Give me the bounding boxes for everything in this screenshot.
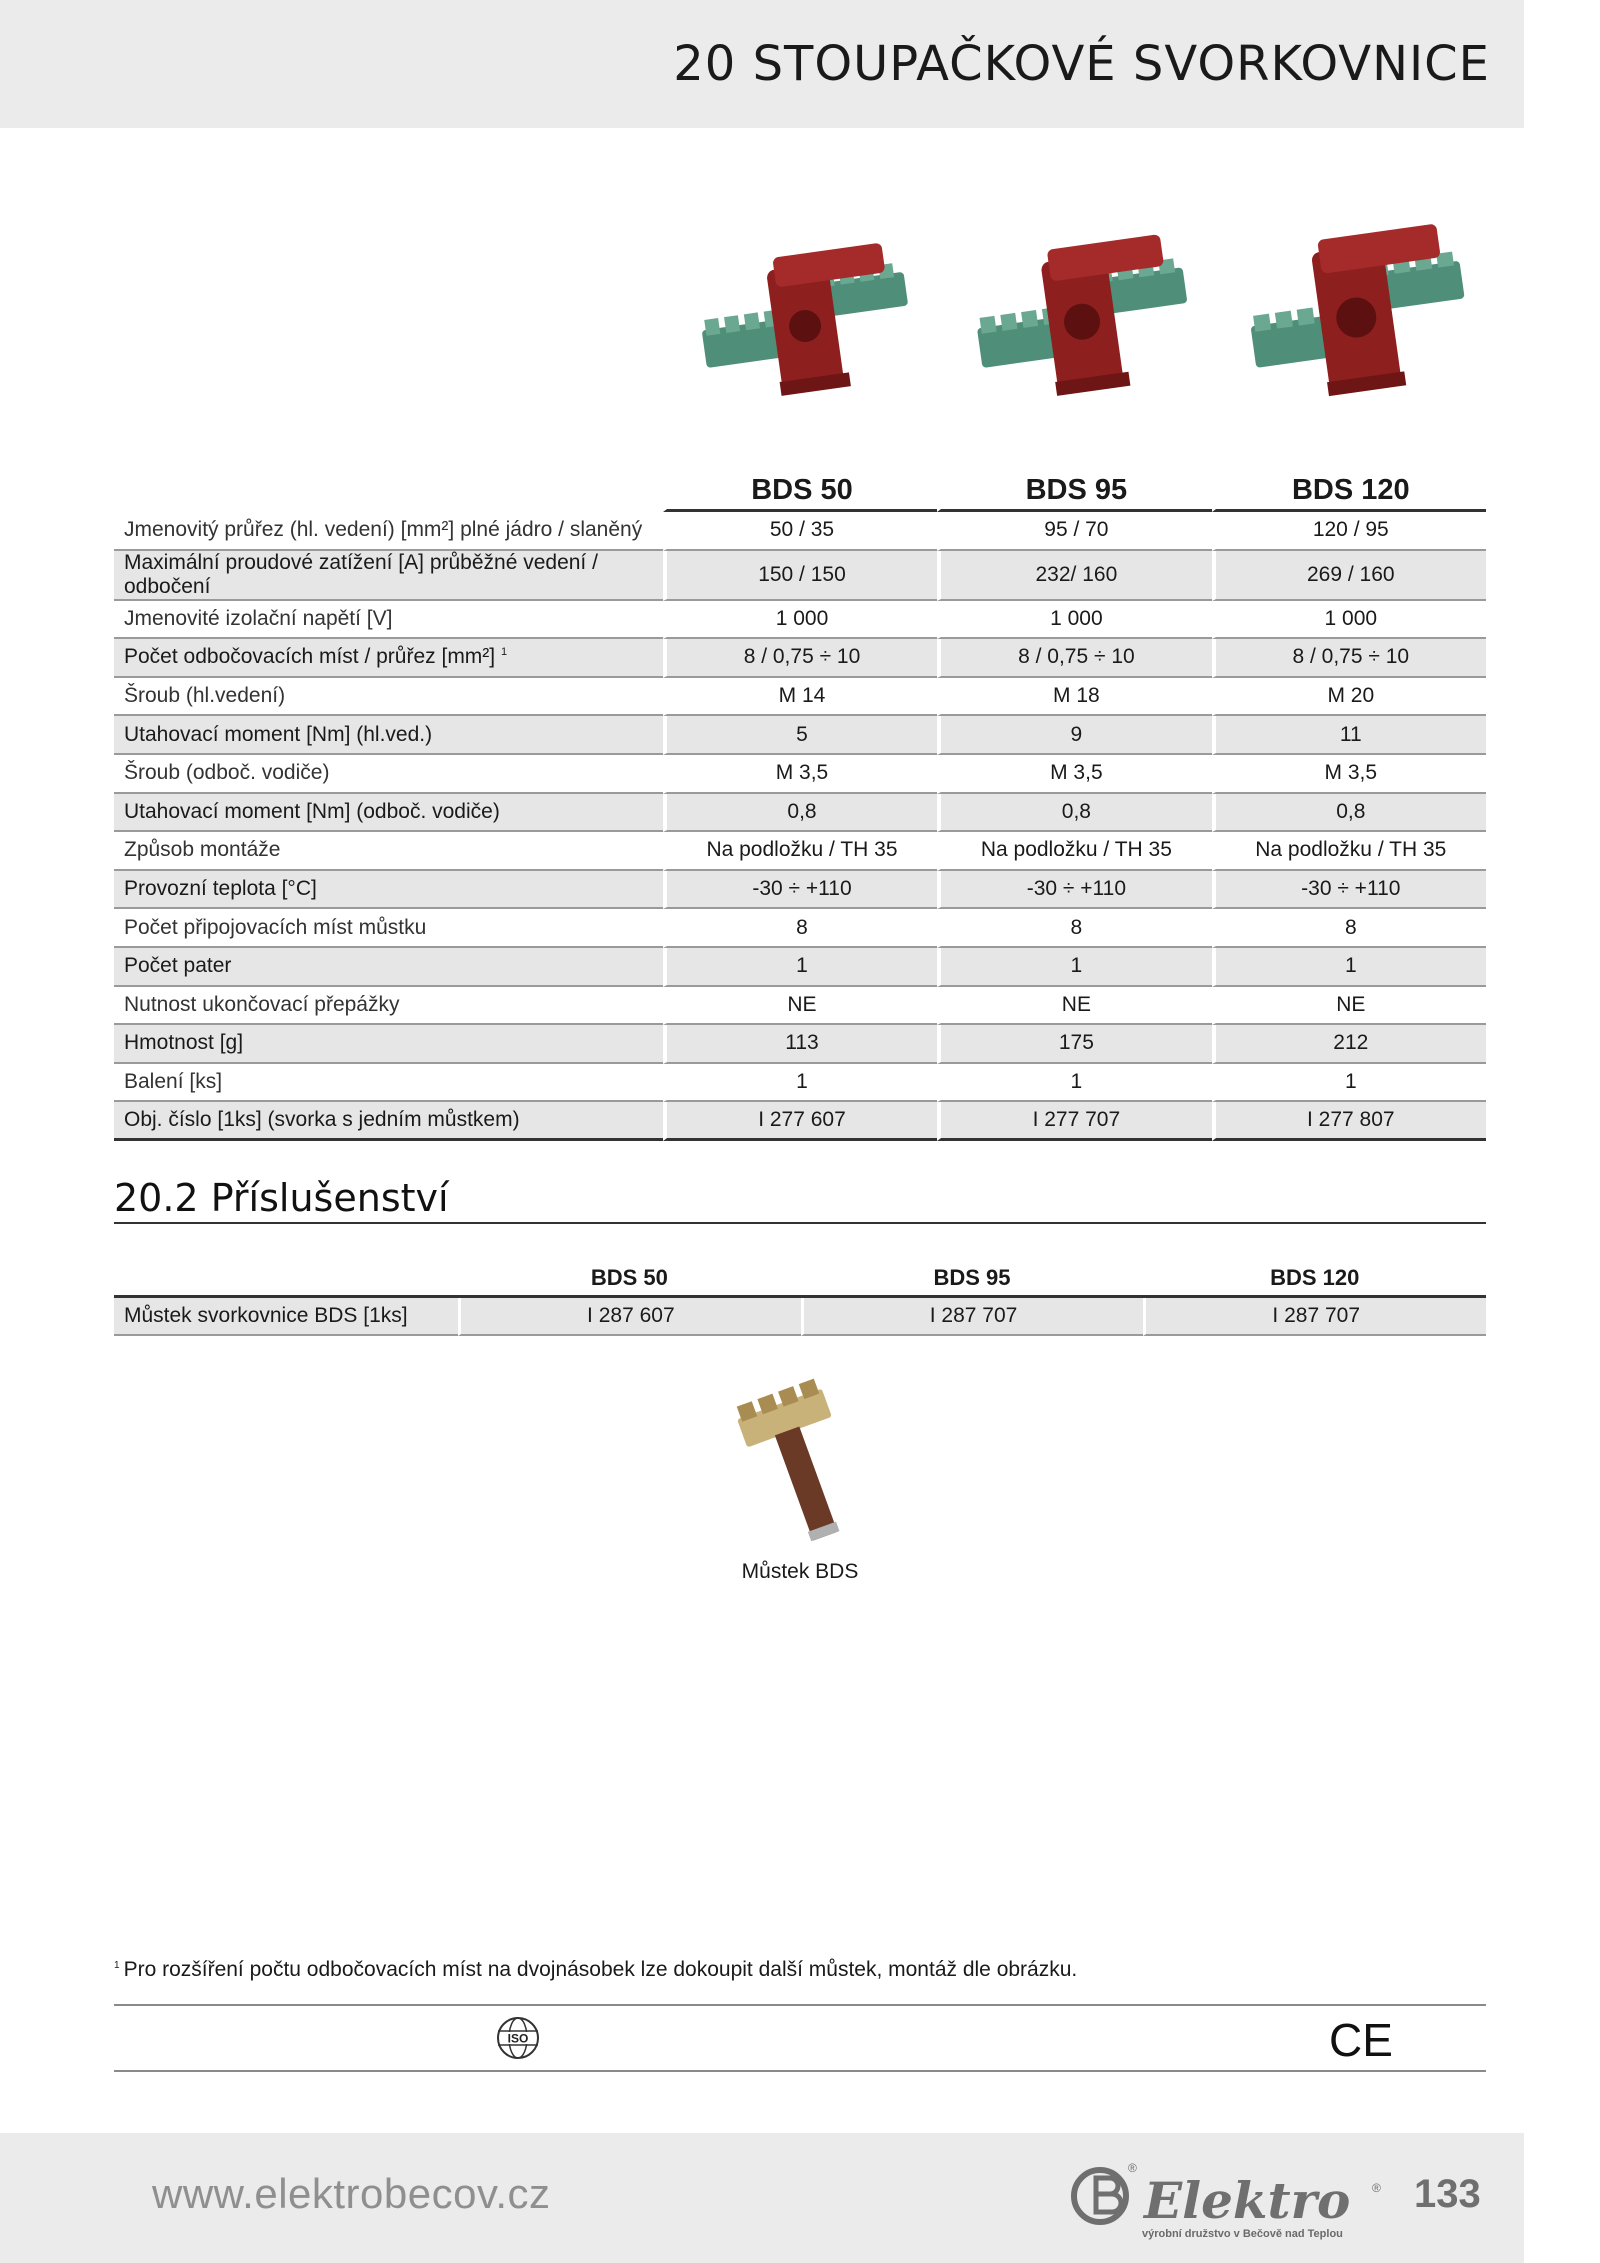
cell-value: 212 [1212, 1025, 1486, 1064]
cell-value: -30 ÷ +110 [1212, 871, 1486, 910]
product-image-bds-120 [1240, 215, 1480, 405]
acc-col-header: BDS 120 [1143, 1262, 1486, 1298]
table-row [114, 639, 1486, 678]
table-row [114, 551, 1486, 601]
row-label: Hmotnost [g] [114, 1025, 663, 1064]
chapter-title: 20 STOUPAČKOVÉ SVORKOVNICE [673, 36, 1490, 92]
row-label: Způsob montáže [114, 832, 663, 871]
cell-value: I 287 607 [458, 1298, 801, 1336]
spec-header-blank [114, 470, 663, 512]
table-row [114, 716, 1486, 755]
cell-value: 95 / 70 [937, 512, 1211, 551]
cell-value: 120 / 95 [1212, 512, 1486, 551]
cell-value: 1 [937, 1064, 1211, 1103]
cell-value: 8 [937, 909, 1211, 948]
divider [114, 2004, 1486, 2006]
row-label: Počet připojovacích míst můstku [114, 909, 663, 948]
cell-value: NE [937, 987, 1211, 1026]
cell-value: 175 [937, 1025, 1211, 1064]
acc-header-blank [114, 1262, 458, 1298]
product-images [690, 215, 1490, 415]
cell-value: 1 [663, 948, 937, 987]
registered-mark-icon: ® [1128, 2161, 1137, 2175]
cell-value: M 20 [1212, 678, 1486, 717]
table-row [114, 1298, 1486, 1336]
row-label: Jmenovité izolační napětí [V] [114, 601, 663, 640]
accessories-table [114, 1262, 1486, 1336]
cell-value: I 277 807 [1212, 1102, 1486, 1141]
cell-value: Na podložku / TH 35 [937, 832, 1211, 871]
cell-value: 8 [1212, 909, 1486, 948]
cell-value: 0,8 [937, 794, 1211, 833]
cell-value: M 3,5 [1212, 755, 1486, 794]
row-label: Maximální proudové zatížení [A] průběžné vedení / odbočení [114, 551, 663, 601]
row-label: Počet pater [114, 948, 663, 987]
table-row [114, 1064, 1486, 1103]
acc-col-header: BDS 50 [458, 1262, 801, 1298]
spec-table-header [114, 470, 1486, 512]
bridge-image [728, 1378, 888, 1558]
registered-mark-icon: ® [1372, 2181, 1381, 2195]
row-label [114, 639, 663, 678]
spec-col-header: BDS 120 [1212, 470, 1486, 512]
section-divider [114, 1222, 1486, 1224]
cell-value: 1 000 [1212, 601, 1486, 640]
cell-value: I 287 707 [801, 1298, 1144, 1336]
row-label: Balení [ks] [114, 1064, 663, 1103]
iso-label: ISO [507, 2031, 529, 2046]
cell-value: 8 [663, 909, 937, 948]
cell-value: 1 [1212, 1064, 1486, 1103]
table-row [114, 948, 1486, 987]
row-label: Šroub (odboč. vodiče) [114, 755, 663, 794]
cell-value: 8 / 0,75 ÷ 10 [663, 639, 937, 678]
row-label: Utahovací moment [Nm] (odboč. vodiče) [114, 794, 663, 833]
cell-value: M 3,5 [937, 755, 1211, 794]
cell-value: M 3,5 [663, 755, 937, 794]
row-label: Utahovací moment [Nm] (hl.ved.) [114, 716, 663, 755]
section-title-accessories: 20.2 Příslušenství [114, 1176, 449, 1220]
cell-value: 0,8 [663, 794, 937, 833]
table-row [114, 832, 1486, 871]
cell-value: 11 [1212, 716, 1486, 755]
accessories-table-header [114, 1262, 1486, 1298]
cell-value: 5 [663, 716, 937, 755]
cell-value: M 14 [663, 678, 937, 717]
ce-label: CE [1329, 2016, 1393, 2062]
cell-value: M 18 [937, 678, 1211, 717]
cell-value: 232/ 160 [937, 551, 1211, 601]
row-label: Obj. číslo [1ks] (svorka s jedním můstkem) [114, 1102, 663, 1141]
row-label: Šroub (hl.vedení) [114, 678, 663, 717]
table-row [114, 909, 1486, 948]
ce-mark-icon [1328, 2016, 1394, 2062]
cell-value: I 277 607 [663, 1102, 937, 1141]
row-label: Provozní teplota [°C] [114, 871, 663, 910]
table-row [114, 601, 1486, 640]
cell-value: -30 ÷ +110 [937, 871, 1211, 910]
table-row [114, 987, 1486, 1026]
cell-value: 1 000 [663, 601, 937, 640]
acc-col-header: BDS 95 [801, 1262, 1144, 1298]
row-label: Nutnost ukončovací přepážky [114, 987, 663, 1026]
spec-table [114, 470, 1486, 1141]
product-image-bds-95 [965, 215, 1205, 405]
cell-value: 1 [663, 1064, 937, 1103]
table-row [114, 871, 1486, 910]
row-label: Můstek svorkovnice BDS [1ks] [114, 1298, 458, 1336]
iso-icon [495, 2015, 541, 2061]
cell-value: I 277 707 [937, 1102, 1211, 1141]
cell-value: 1 [937, 948, 1211, 987]
cell-value: 50 / 35 [663, 512, 937, 551]
footnote-text: Pro rozšíření počtu odbočovacích míst na dvojnásobek lze dokoupit další můstek, montáž dle obrázku. [123, 1958, 1078, 1981]
spec-col-header: BDS 95 [937, 470, 1211, 512]
footnote-marker: 1 [500, 646, 508, 659]
cell-value: 9 [937, 716, 1211, 755]
cell-value: 0,8 [1212, 794, 1486, 833]
cell-value: 1 000 [937, 601, 1211, 640]
cell-value: 269 / 160 [1212, 551, 1486, 601]
cell-value: 8 / 0,75 ÷ 10 [1212, 639, 1486, 678]
cell-value: -30 ÷ +110 [663, 871, 937, 910]
divider [114, 2070, 1486, 2072]
footnote [114, 1958, 1077, 1982]
table-row [114, 794, 1486, 833]
table-row [114, 512, 1486, 551]
cell-value: I 287 707 [1143, 1298, 1486, 1336]
cell-value: 8 / 0,75 ÷ 10 [937, 639, 1211, 678]
table-row [114, 678, 1486, 717]
footnote-marker: 1 [114, 1960, 120, 1971]
spec-col-header: BDS 50 [663, 470, 937, 512]
table-row [114, 755, 1486, 794]
table-row [114, 1025, 1486, 1064]
brand-tagline: výrobní družstvo v Bečově nad Teplou [1142, 2228, 1343, 2240]
page-number: 133 [1414, 2172, 1481, 2216]
cell-value: Na podložku / TH 35 [1212, 832, 1486, 871]
brand-wordmark: Elektro [1144, 2171, 1351, 2230]
table-row [114, 1102, 1486, 1141]
product-image-bds-50 [690, 215, 930, 405]
bridge-image-caption: Můstek BDS [741, 1560, 859, 1583]
cell-value: Na podložku / TH 35 [663, 832, 937, 871]
website-link[interactable]: www.elektrobecov.cz [152, 2170, 551, 2217]
cell-value: 113 [663, 1025, 937, 1064]
cell-value: 1 [1212, 948, 1486, 987]
cell-value: 150 / 150 [663, 551, 937, 601]
cell-value: NE [663, 987, 937, 1026]
cell-value: NE [1212, 987, 1486, 1026]
row-label: Jmenovitý průřez (hl. vedení) [mm²] plné jádro / slaněný [114, 512, 663, 551]
row-label-text: Počet odbočovacích míst / průřez [mm²] [124, 645, 496, 669]
